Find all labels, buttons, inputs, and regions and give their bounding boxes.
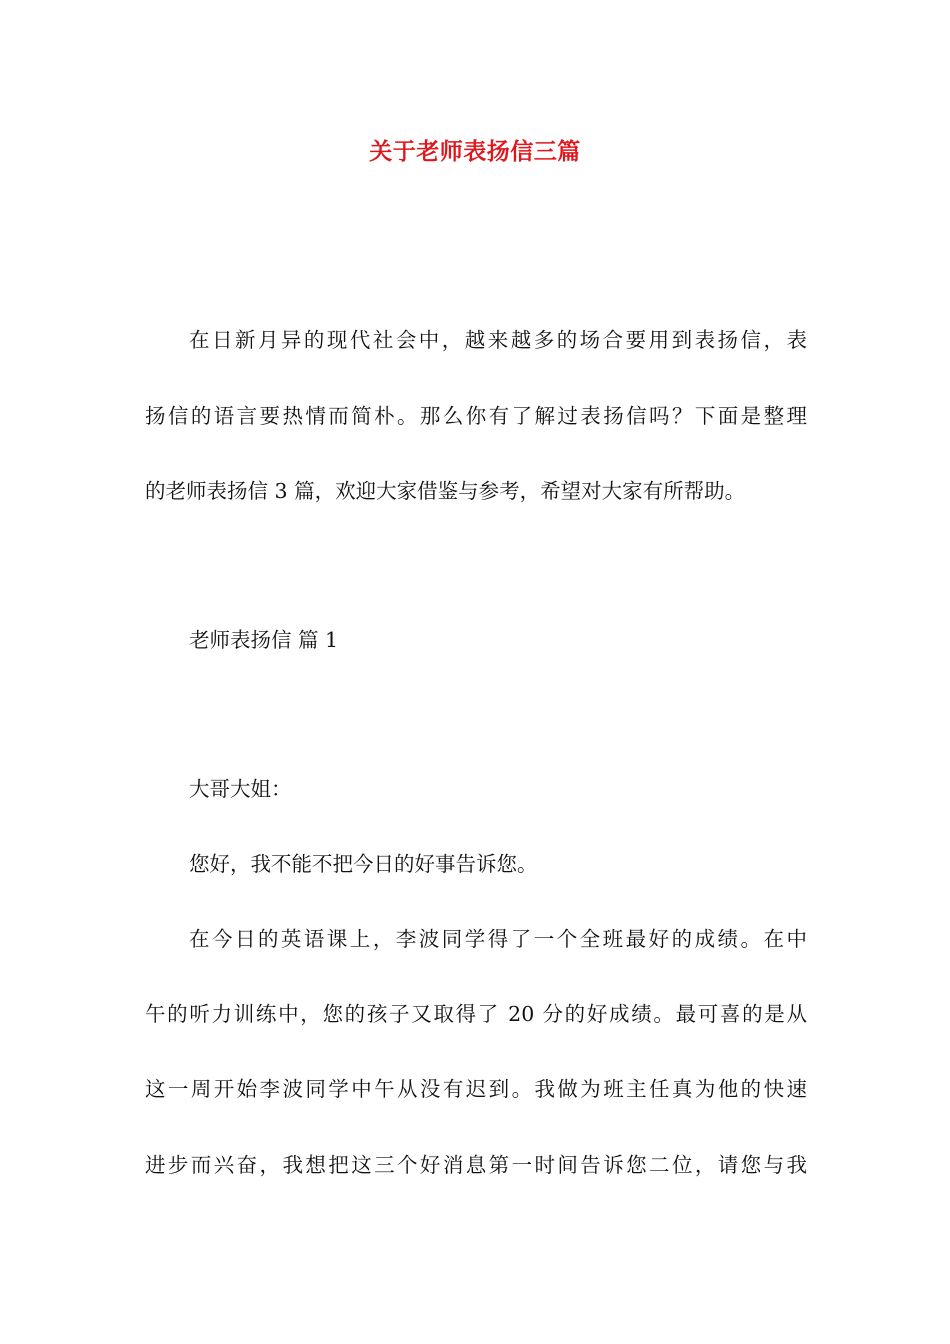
- document-title: 关于老师表扬信三篇: [369, 138, 581, 165]
- body-line-1: 在今日的英语课上，李波同学得了一个全班最好的成绩。在中: [189, 927, 807, 951]
- intro-line-2: 扬信的语言要热情而简朴。那么你有了解过表扬信吗？下面是整理: [145, 404, 807, 428]
- intro-line-1: 在日新月异的现代社会中，越来越多的场合要用到表扬信，表: [189, 328, 807, 352]
- salutation: 大哥大姐：: [189, 777, 292, 801]
- body-line-4: 进步而兴奋，我想把这三个好消息第一时间告诉您二位，请您与我: [145, 1153, 807, 1177]
- greeting: 您好，我不能不把今日的好事告诉您。: [189, 852, 538, 876]
- body-line-2: 午的听力训练中，您的孩子又取得了 20 分的好成绩。最可喜的是从: [145, 1002, 807, 1026]
- intro-line-3: 的老师表扬信 3 篇，欢迎大家借鉴与参考，希望对大家有所帮助。: [145, 479, 746, 503]
- body-line-3: 这一周开始李波同学中午从没有迟到。我做为班主任真为他的快速: [145, 1077, 807, 1101]
- section-heading: 老师表扬信 篇 1: [189, 628, 339, 652]
